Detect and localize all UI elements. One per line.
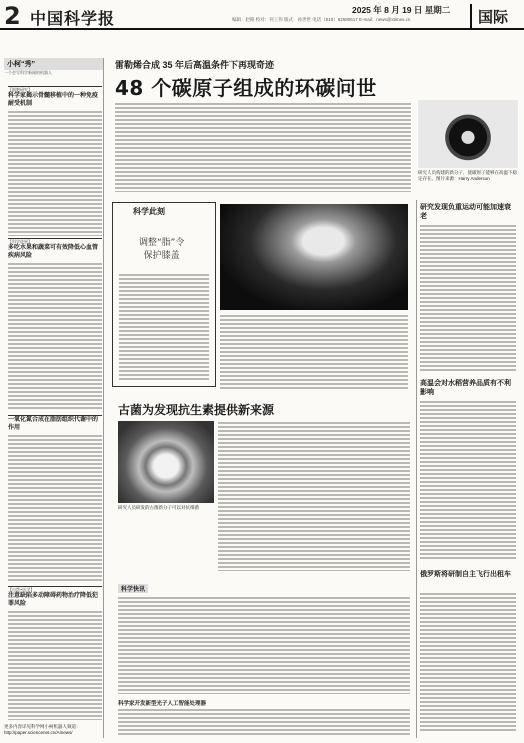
science-moment-headline-line-1: 调整“脂”令 [139,238,185,248]
left-item-2-tag: 【科学进展】 [8,238,102,244]
right-item-3-body [420,592,516,732]
left-column-subheader: 一个会写科学新闻的机器人 [4,70,52,75]
left-item-2-body [8,262,102,410]
second-story-body [218,421,410,571]
right-item-2-title: 高温会对水稻营养品质有不利影响 [420,380,511,396]
left-item-1-tag: 【细胞研究】 [8,86,102,92]
science-moment-title: 科学此刻 [133,207,165,216]
left-item-1 [8,86,102,236]
science-moment-headline-line-2: 保护膝盖 [143,251,180,261]
left-item-3-body [8,434,102,582]
lead-story-body [115,102,411,192]
molecule-caption: 研究人员构建的新分子，使碳原子能够在高温下稳定存在。图片来源：Harry Anderson [418,170,517,181]
right-item-1-title: 研究发现负重运动可能加速衰老 [420,204,511,220]
right-item-2-body [420,400,516,560]
second-headline: 古菌为发现抗生素提供新来源 [118,403,275,417]
date-line [352,4,450,16]
left-item-4-title: 注意缺陷多动障碍药物治疗降低犯罪风险 [8,593,99,607]
left-item-3 [8,415,102,582]
left-item-2 [8,238,102,410]
knee-xray-image [220,204,408,310]
brief-body-2 [118,708,410,736]
section-tab: 国际 [470,4,520,28]
archaea-image [118,421,214,503]
brief-header: 科学快讯 [118,584,148,593]
science-moment-headline [139,237,184,263]
contact-line: 编辑：赵路 校对：何工伟 版式：孙世世 电话（010）62580617 E-mail：news@stimes.cn [232,17,411,22]
right-item-1-body [420,224,516,372]
knee-story-body [220,314,408,390]
left-item-4-body [8,610,102,720]
left-column-header: 小柯“秀” [4,58,103,70]
science-moment-box [112,202,216,387]
left-item-3-title: 一氧化氮合成在脂肪组织代谢中的作用 [8,415,102,432]
left-column-footer: 更多内容详见科学网小柯机器人频道：http://paper.sciencenet.cn/AInews/ [4,724,81,735]
left-item-4 [8,586,102,720]
lead-headline: 48 个碳原子组成的环碳问世 [115,76,377,100]
date: 2025 年 8 月 19 日 [352,5,423,15]
weekday: 星期二 [424,5,451,15]
page-number: 2 [4,2,21,30]
lead-kicker: 雷勒烯合成 35 年后高温条件下再现奇迹 [115,60,275,70]
molecule-image [418,100,518,168]
left-item-4-tag: 【自然•医学】 [8,586,102,592]
brief-subtitle: 科学家开发新型光子人工智能处理器 [118,701,207,707]
paper-name: 中国科学报 [30,9,116,28]
left-item-2-title: 多吃水果和蔬菜可有效降低心血管疾病风险 [8,245,99,259]
left-item-1-title: 科学家揭示骨髓移植中的一种免疫耐受机制 [8,93,99,107]
archaea-caption: 研究人员研发的古菌新分子可以对抗细菌 [118,505,199,510]
brief-body [118,596,410,694]
right-item-3-title: 俄罗斯将研制自主飞行出租车 [420,571,511,578]
science-moment-body [119,273,209,381]
left-item-1-body [8,110,102,236]
